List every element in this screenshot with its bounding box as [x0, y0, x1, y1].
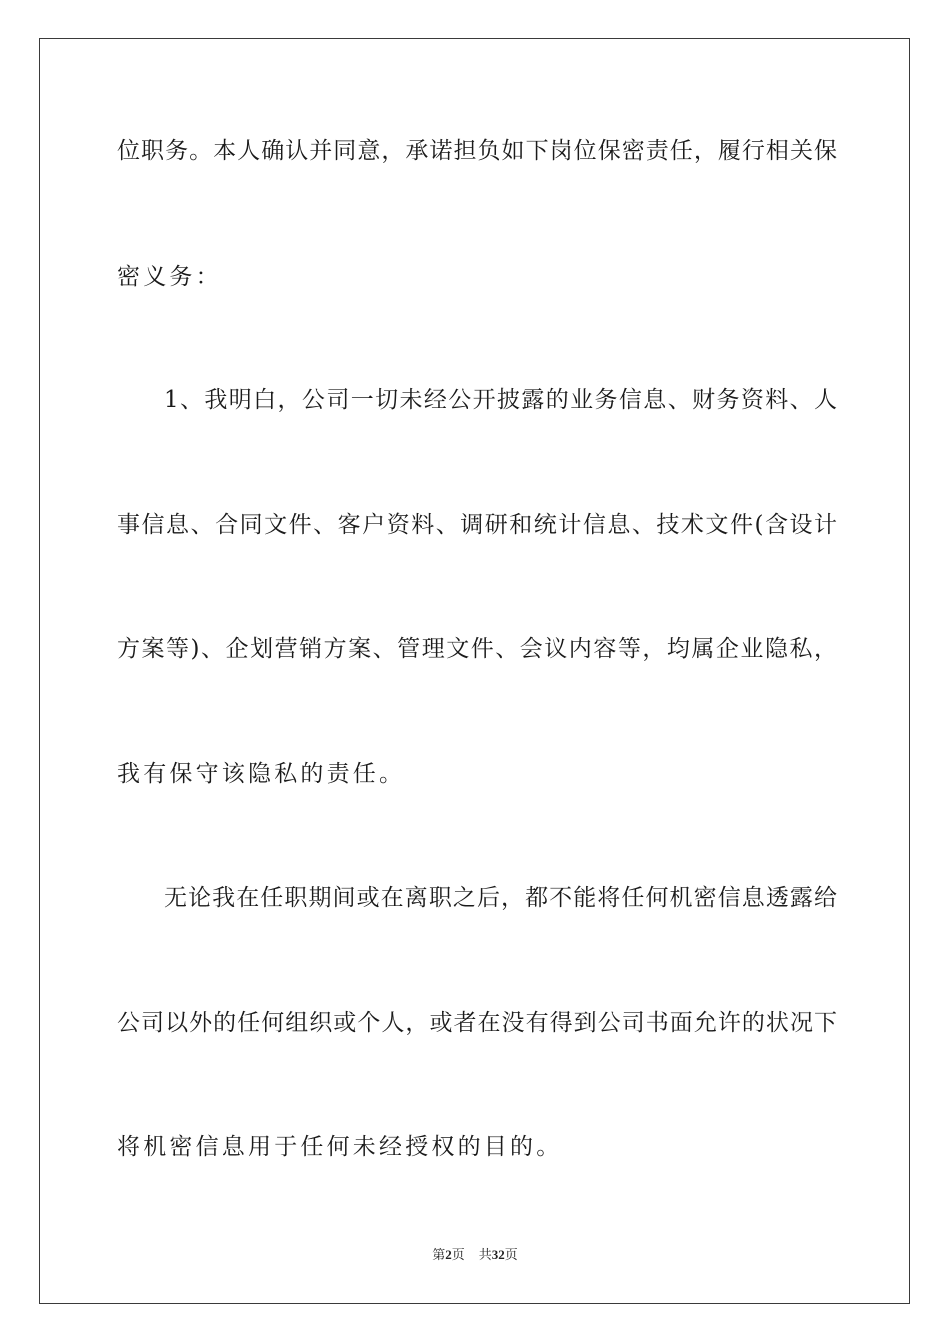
body-line-9: 将机密信息用于任何未经授权的目的。 — [117, 1134, 563, 1160]
footer-total-prefix: 共 — [478, 1248, 492, 1263]
footer-current-page: 2 — [445, 1247, 452, 1262]
body-line-4: 事信息、合同文件、客户资料、调研和统计信息、技术文件(含设计 — [117, 512, 837, 538]
footer-prefix: 第 — [432, 1248, 446, 1263]
footer-page-word: 页 — [451, 1248, 465, 1263]
body-line-1: 位职务。本人确认并同意，承诺担负如下岗位保密责任，履行相关保 — [117, 138, 837, 164]
body-line-6: 我有保守该隐私的责任。 — [117, 761, 406, 787]
page-footer — [0, 1247, 950, 1264]
footer-total-pages: 32 — [491, 1247, 505, 1262]
body-line-2: 密义务： — [117, 264, 222, 290]
body-line-7: 无论我在任职期间或在离职之后，都不能将任何机密信息透露给 — [164, 885, 837, 911]
page-border — [39, 38, 910, 1304]
body-line-8: 公司以外的任何组织或个人，或者在没有得到公司书面允许的状况下 — [117, 1010, 837, 1036]
body-line-5: 方案等)、企划营销方案、管理文件、会议内容等，均属企业隐私， — [117, 636, 837, 662]
footer-total-suffix: 页 — [504, 1248, 518, 1263]
body-line-3: 1、我明白，公司一切未经公开披露的业务信息、财务资料、人 — [164, 387, 837, 413]
